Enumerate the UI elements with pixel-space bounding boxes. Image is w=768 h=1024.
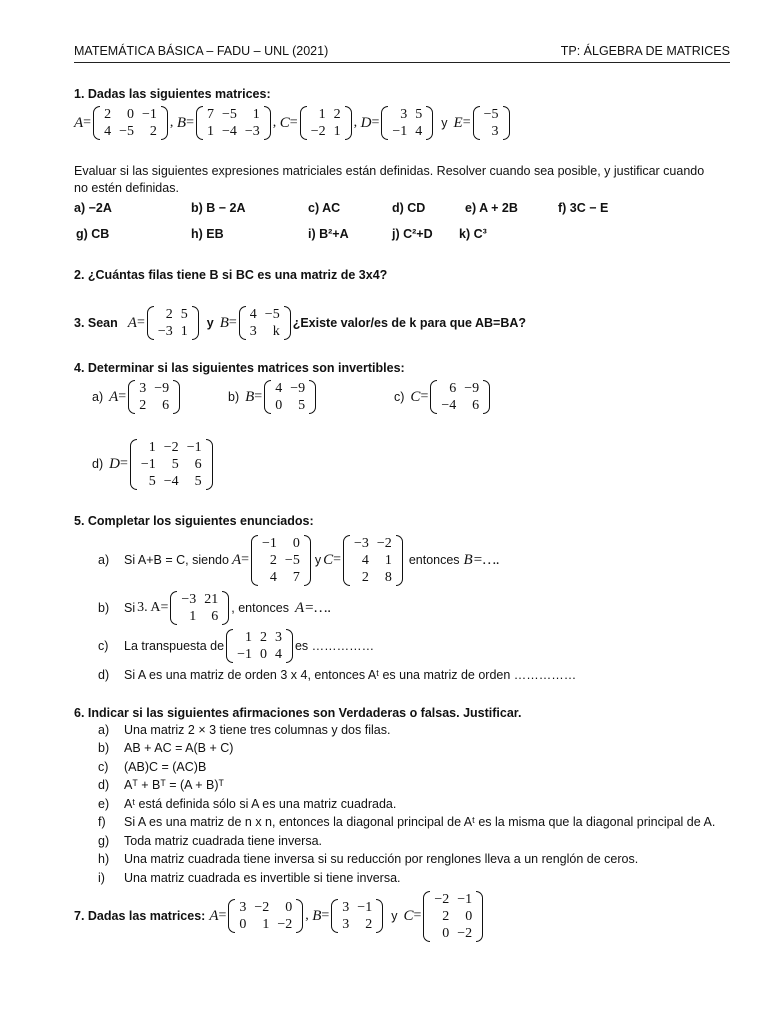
matrix-entry: 1	[262, 917, 270, 932]
matrix-entries	[307, 106, 345, 140]
bracket-left	[239, 306, 246, 340]
matrix-entries	[203, 106, 264, 140]
matrix-entry: 6	[211, 609, 219, 624]
matrix-entry: 2	[442, 908, 450, 924]
matrix-entry: −9	[154, 381, 170, 396]
matrix-entry: 5	[415, 107, 423, 122]
matrix-entry: 7	[206, 107, 214, 122]
bracket-right	[345, 106, 352, 140]
matrix-entry: 1	[333, 124, 341, 139]
matrix-name: A	[209, 907, 219, 924]
matrix-entries	[100, 106, 161, 140]
matrix-entry: 4	[274, 647, 282, 662]
matrix-entry: −1	[457, 891, 473, 907]
matrix-entry: k	[272, 324, 280, 339]
q1-instructions-line2: no estén definidas.	[74, 181, 179, 195]
matrix-c	[423, 891, 483, 942]
matrix-entry: −2	[376, 535, 392, 551]
q6-title: 6. Indicar si las siguientes afirmaciones son Verdaderas o falsas. Justificar.	[74, 706, 522, 720]
item-label: b)	[228, 390, 240, 404]
matrix-entry: 6	[449, 381, 457, 396]
matrix-name: D	[109, 455, 120, 472]
bracket-right	[264, 106, 271, 140]
matrix-entry: 2	[333, 107, 341, 122]
matrix-entry: −2	[457, 925, 473, 941]
item-math: A=….	[294, 599, 332, 616]
matrix-entry: −5	[221, 107, 237, 122]
matrix-entry: −3	[157, 324, 173, 339]
matrix-entry: 5	[298, 398, 306, 413]
matrix-entry: 4	[269, 569, 277, 585]
q1-instructions-line1: Evaluar si las siguientes expresiones matriciales están definidas. Resolver cuando sea posible, y justificar cuando	[74, 164, 705, 178]
matrix-entries	[437, 380, 483, 414]
matrix-name: D	[360, 114, 372, 131]
bracket-right	[296, 899, 303, 933]
matrix-entry: 3	[139, 381, 147, 396]
q5-item-c	[98, 628, 374, 664]
q4-item-c: c) C = 6 −9 −4 6	[394, 378, 492, 416]
matrix-entry: 1	[252, 107, 260, 122]
matrix-name: C	[279, 114, 290, 131]
matrix-entry: 0	[285, 900, 293, 915]
q1-item: c) AC	[308, 201, 341, 215]
matrix-entry: −5	[119, 124, 134, 139]
list-item: e) Aᵗ está definida sólo si A es una matriz cuadrada.	[98, 797, 397, 811]
matrix-entry: 3	[274, 630, 282, 645]
matrix-entry: −2	[434, 891, 450, 907]
matrix-a	[147, 306, 199, 340]
matrix-entry: 6	[472, 398, 480, 413]
q1-matrices: A = 2 0 −1 4 −5 2 , B = 7 −5 1 1 −4 −3 , C = 1 2 −2 1 , D = 3 5 −1 4 y E = −5 3	[74, 104, 512, 142]
matrix-entry: 0	[239, 917, 247, 932]
bracket-left	[473, 106, 480, 140]
matrix-entry: −5	[284, 552, 300, 568]
matrix-entry: 2	[259, 630, 267, 645]
bracket-left	[147, 306, 154, 340]
bracket-right	[483, 380, 490, 414]
matrix-entry: 0	[126, 107, 134, 122]
matrix-entry: 0	[442, 925, 450, 941]
matrix-entry: 6	[194, 456, 202, 472]
matrix-entry: 4	[361, 552, 369, 568]
bracket-right	[476, 891, 483, 942]
q1-item: k) C³	[459, 227, 487, 241]
matrix-entries	[177, 591, 222, 625]
matrix-entry: 6	[162, 398, 170, 413]
q4-item-d: d) D = 1 −2 −1 −1 5 6 5 −4 5	[92, 436, 215, 492]
conjunction: y	[391, 909, 398, 923]
matrix-entry: 1	[318, 107, 326, 122]
matrix	[170, 591, 229, 625]
matrix-entry: 4	[275, 381, 283, 396]
q4-item-b: b) B = 4 −9 0 5	[228, 378, 318, 416]
item-label: d)	[98, 668, 110, 682]
bracket-left	[170, 591, 177, 625]
list-item: g) Toda matriz cuadrada tiene inversa.	[98, 834, 323, 848]
q5-item-d	[98, 668, 576, 682]
list-item: f) Si A es una matriz de n x n, entonces la diagonal principal de Aᵗ es la misma que la diagonal principal de A.	[98, 815, 716, 829]
bracket-left	[226, 629, 233, 663]
bracket-right	[206, 439, 213, 490]
matrix-entry: 8	[384, 569, 392, 585]
matrix-entry: 0	[259, 647, 267, 662]
bracket-right	[396, 535, 403, 586]
item-label: d)	[92, 457, 104, 471]
bracket-right	[426, 106, 433, 140]
bracket-right	[284, 306, 291, 340]
conjunction: y	[441, 116, 448, 130]
matrix-entry: −1	[186, 439, 202, 455]
item-label: a)	[92, 390, 104, 404]
q5-item-b	[98, 590, 331, 626]
matrix-entries	[350, 535, 396, 586]
bracket-left	[331, 899, 338, 933]
matrix-entries	[388, 106, 426, 140]
matrix-entry: 5	[148, 473, 156, 489]
matrix-name: B	[176, 114, 187, 131]
matrix-name: A	[127, 314, 137, 331]
matrix-a	[128, 380, 180, 414]
q4-item-a: a) A = 3 −9 2 6	[92, 378, 182, 416]
matrix-entry: −9	[290, 381, 306, 396]
bracket-left	[423, 891, 430, 942]
matrix-a	[93, 106, 168, 140]
q1-item: j) C²+D	[392, 227, 433, 241]
bracket-left	[130, 439, 137, 490]
matrix-entry: −1	[140, 456, 156, 472]
item-text: Si A es una matriz de orden 3 x 4, entonces Aᵗ es una matriz de orden ……………	[124, 668, 577, 682]
matrix-entry: 0	[465, 908, 473, 924]
bracket-left	[196, 106, 203, 140]
matrix-c	[430, 380, 490, 414]
matrix-entry: 2	[165, 307, 173, 322]
bracket-right	[503, 106, 510, 140]
matrix-entry: −1	[392, 124, 408, 139]
course-title: MATEMÁTICA BÁSICA – FADU – UNL (2021)	[74, 44, 329, 58]
matrix-b	[239, 306, 291, 340]
page-header	[74, 44, 730, 63]
matrix-entry: −4	[163, 473, 179, 489]
item-label: b)	[98, 601, 110, 615]
matrix-entry: −5	[483, 107, 499, 122]
matrix-entry: −2	[310, 124, 326, 139]
matrix-entry: 5	[194, 473, 202, 489]
q7-prefix: 7. Dadas las matrices:	[74, 909, 206, 923]
item-label: a)	[98, 553, 110, 567]
matrix-d	[130, 439, 213, 490]
bracket-right	[304, 535, 311, 586]
matrix-entry: 4	[249, 307, 257, 322]
item-label: c)	[394, 390, 405, 404]
q1-item: i) B²+A	[308, 227, 349, 241]
matrix-entry: −3	[181, 592, 197, 607]
item-text: es ……………	[294, 639, 375, 653]
matrix-entry: 3	[342, 917, 350, 932]
matrix-entry: −2	[277, 917, 293, 932]
q1-item: b) B − 2A	[191, 201, 246, 215]
matrix-entry: 4	[104, 124, 112, 139]
matrix-entry: 3	[491, 124, 499, 139]
matrix-name: C	[403, 907, 414, 924]
list-item: h) Una matriz cuadrada tiene inversa si su reducción por renglones lleva a un renglón de ceros.	[98, 852, 639, 866]
list-item: d) Aᵀ + Bᵀ = (A + B)ᵀ	[98, 778, 224, 792]
matrix-entry: −9	[464, 381, 480, 396]
q3-prefix: 3. Sean	[74, 316, 118, 330]
q5-title: 5. Completar los siguientes enunciados:	[74, 514, 314, 528]
matrix-c	[300, 106, 352, 140]
matrix-name: E	[453, 114, 463, 131]
matrix-entry: −1	[357, 900, 373, 915]
bracket-right	[222, 591, 229, 625]
bracket-right	[376, 899, 383, 933]
matrix-entry: 1	[180, 324, 188, 339]
matrix-entry: 2	[104, 107, 112, 122]
matrix-entry: 4	[415, 124, 423, 139]
matrix-entries	[338, 899, 376, 933]
matrix-entries	[258, 535, 304, 586]
matrix-entry: 5	[171, 456, 179, 472]
q1-item: d) CD	[392, 201, 426, 215]
q5-item-a: a) Si A+B = C, siendo A = −1 0 2 −5 4 7 y C = −3 −2 4 1 2 8 entonces B=….	[98, 535, 500, 585]
worksheet-title: TP: ÁLGEBRA DE MATRICES	[560, 44, 730, 58]
matrix-entries	[233, 629, 286, 663]
bracket-left	[128, 380, 135, 414]
item-text: Si	[124, 601, 136, 615]
matrix-entries	[137, 439, 206, 490]
conjunction: y	[314, 553, 322, 567]
q4-title: 4. Determinar si las siguientes matrices son invertibles:	[74, 361, 405, 375]
matrix-entry: −1	[262, 535, 277, 551]
matrix	[226, 629, 293, 663]
matrix-entry: 1	[244, 630, 252, 645]
matrix-entry: −1	[141, 107, 157, 122]
matrix-entry: 2	[365, 917, 373, 932]
q7-line: 7. Dadas las matrices: A = 3 −2 0 0 1 −2 , B = 3 −1 3 2 y C = −2 −1 2 0 0 −2	[74, 888, 485, 944]
q1-title: 1. Dadas las siguientes matrices:	[74, 87, 271, 101]
matrix-entry: −1	[237, 647, 252, 662]
bracket-left	[430, 380, 437, 414]
matrix-entry: 1	[206, 124, 214, 139]
matrix-entry: 3	[342, 900, 350, 915]
matrix-entry: 1	[384, 552, 392, 568]
bracket-right	[192, 306, 199, 340]
q1-item: f) 3C − E	[558, 201, 609, 215]
matrix-entry: −3	[244, 124, 260, 139]
matrix-name: C	[410, 388, 421, 405]
item-text: Si A+B = C, siendo	[124, 553, 229, 567]
list-item: i) Una matriz cuadrada es invertible si tiene inversa.	[98, 871, 401, 885]
matrix-c	[343, 535, 403, 586]
matrix-entry: 1	[189, 609, 197, 624]
matrix-entry: −4	[221, 124, 237, 139]
matrix-entries	[154, 306, 192, 340]
q1-item: e) A + 2B	[465, 201, 518, 215]
matrix-b	[264, 380, 316, 414]
bracket-right	[286, 629, 293, 663]
item-math: 3. A=	[137, 600, 169, 615]
matrix-entry: 21	[204, 592, 219, 607]
item-text: entonces	[408, 553, 460, 567]
item-text: , entonces	[231, 601, 289, 615]
list-item: b) AB + AC = A(B + C)	[98, 741, 234, 755]
matrix-entry: 0	[292, 535, 300, 551]
bracket-left	[300, 106, 307, 140]
matrix-b	[331, 899, 383, 933]
q3-line: 3. Sean A = 2 5 −3 1 y B = 4 −5 3 k ¿Existe valor/es de k para que AB=BA?	[74, 307, 527, 339]
bracket-right	[161, 106, 168, 140]
matrix-entry: −2	[163, 439, 179, 455]
q1-item: h) EB	[191, 227, 224, 241]
matrix-entries	[135, 380, 173, 414]
matrix-entry: 3	[400, 107, 408, 122]
matrix-a	[228, 899, 303, 933]
matrix-entry: 2	[139, 398, 147, 413]
q1-item: a) −2A	[74, 201, 112, 215]
matrix-entry: 5	[180, 307, 188, 322]
matrix-entry: −5	[264, 307, 280, 322]
matrix-entry: −3	[354, 535, 369, 551]
bracket-left	[381, 106, 388, 140]
matrix-entry: 2	[361, 569, 369, 585]
matrix-entry: 2	[149, 124, 157, 139]
matrix-d	[381, 106, 433, 140]
list-item: a) Una matriz 2 × 3 tiene tres columnas y dos filas.	[98, 723, 391, 737]
matrix-entries	[235, 899, 296, 933]
matrix-name: B	[312, 907, 322, 924]
bracket-left	[343, 535, 350, 586]
matrix-entry: 7	[292, 569, 300, 585]
q2-text: 2. ¿Cuántas filas tiene B si BC es una matriz de 3x4?	[74, 268, 388, 282]
matrix-entry: 3	[249, 324, 257, 339]
matrix-e	[473, 106, 510, 140]
list-item: c) (AB)C = (AC)B	[98, 760, 207, 774]
matrix-entry: 0	[275, 398, 283, 413]
matrix-name: B	[245, 388, 255, 405]
bracket-right	[173, 380, 180, 414]
bracket-right	[309, 380, 316, 414]
matrix-entries	[246, 306, 284, 340]
matrix-entry: 1	[148, 439, 156, 455]
matrix-b	[196, 106, 271, 140]
matrix-entry: −2	[254, 900, 270, 915]
matrix-entry: 3	[239, 900, 247, 915]
item-text: La transpuesta de	[124, 639, 225, 653]
matrix-a	[251, 535, 311, 586]
matrix-name: B	[219, 314, 229, 331]
bracket-left	[251, 535, 258, 586]
matrix-name: A	[109, 388, 119, 405]
matrix-entry: 2	[269, 552, 277, 568]
conjunction: y	[206, 316, 214, 330]
matrix-entries	[430, 891, 476, 942]
matrix-entries	[271, 380, 309, 414]
q1-item: g) CB	[76, 227, 110, 241]
bracket-left	[228, 899, 235, 933]
matrix-entries	[480, 106, 503, 140]
item-label: c)	[98, 639, 109, 653]
matrix-entry: −4	[441, 398, 457, 413]
q3-question: ¿Existe valor/es de k para que AB=BA?	[292, 316, 527, 330]
matrix-name: A	[74, 114, 84, 131]
bracket-left	[264, 380, 271, 414]
bracket-left	[93, 106, 100, 140]
item-math: B=….	[463, 551, 500, 568]
